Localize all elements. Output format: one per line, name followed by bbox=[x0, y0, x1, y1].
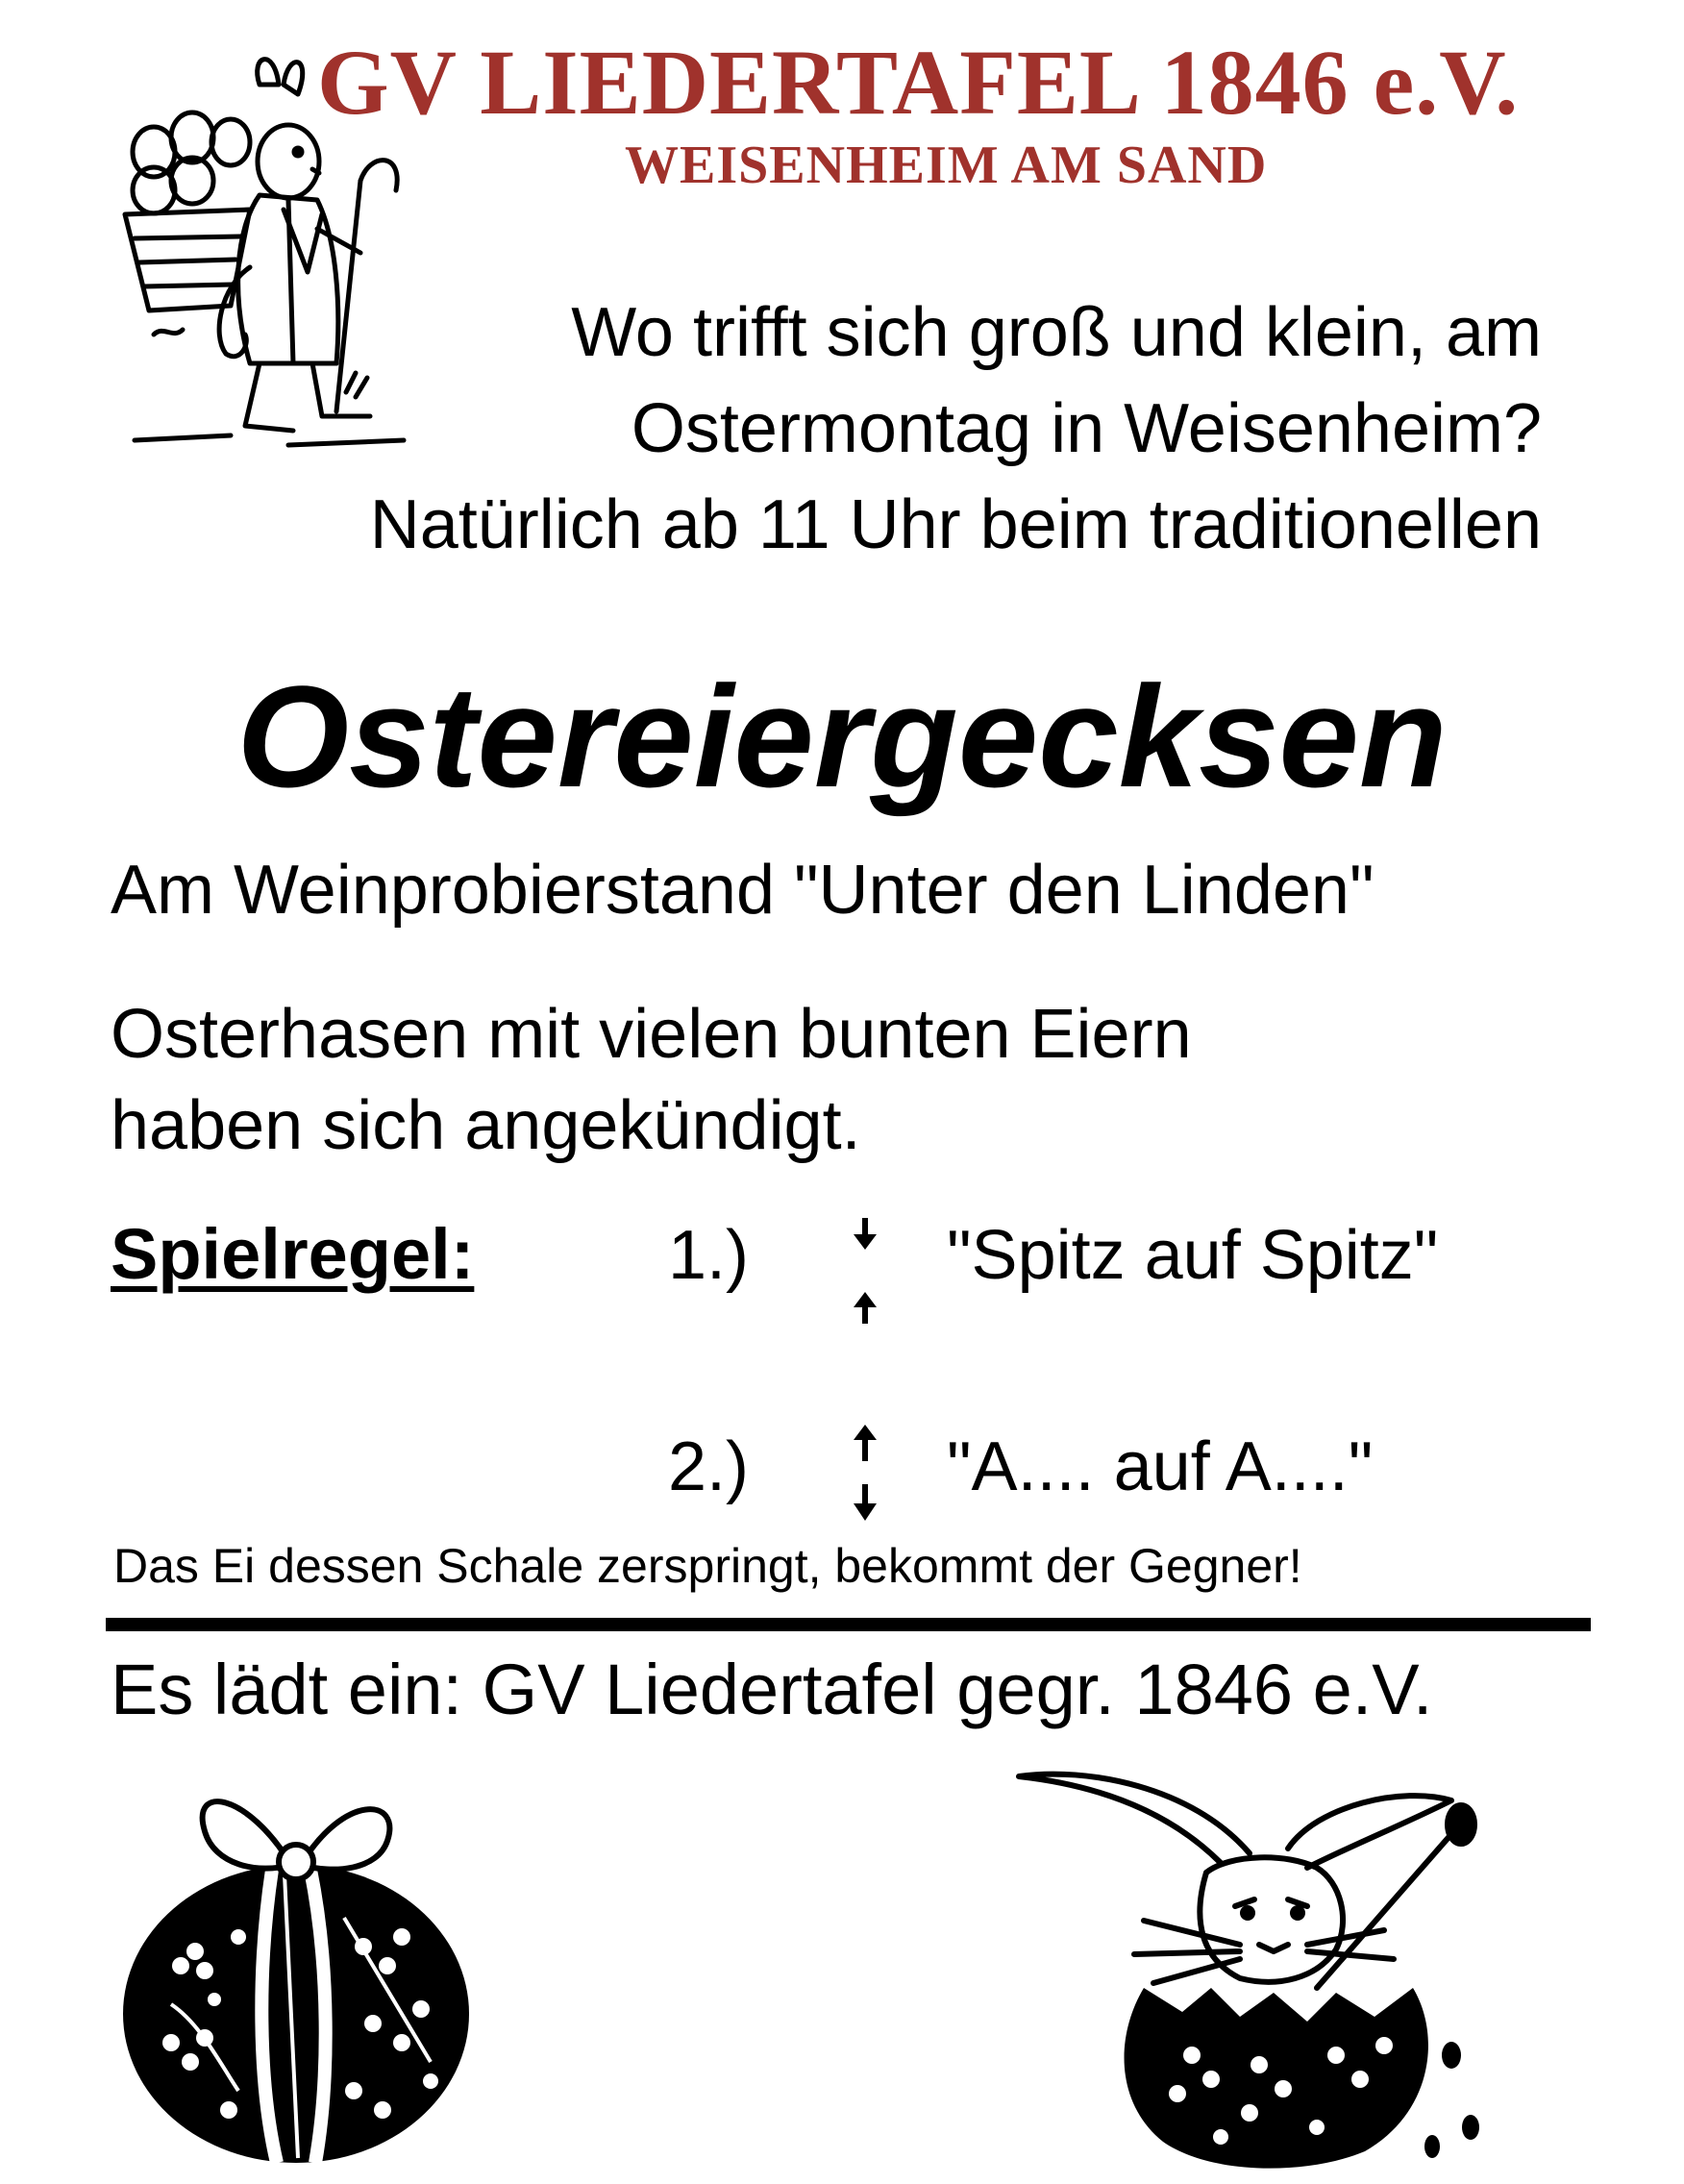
easter-bunny-with-basket-icon bbox=[115, 46, 423, 469]
rule-1-number: 1.) bbox=[668, 1217, 750, 1294]
rules-label: Spielregel: bbox=[111, 1214, 475, 1294]
intro-line-2: Ostermontag in Weisenheim? bbox=[631, 390, 1542, 467]
intro-line-1: Wo trifft sich groß und klein, am bbox=[571, 294, 1542, 371]
decorated-easter-egg-icon bbox=[113, 1774, 479, 2168]
divider bbox=[106, 1618, 1591, 1631]
invitation-footer: Es lädt ein: GV Liedertafel gegr. 1846 e.V. bbox=[111, 1650, 1433, 1729]
bunnies-line-2: haben sich angekündigt. bbox=[111, 1087, 861, 1164]
rule-1-text: "Spitz auf Spitz" bbox=[947, 1217, 1439, 1294]
tip-to-tip-arrows-icon bbox=[846, 1213, 884, 1328]
bunnies-line-1: Osterhasen mit vielen bunten Eiern bbox=[111, 996, 1192, 1073]
rule-2-number: 2.) bbox=[668, 1428, 750, 1505]
rule-2-text: "A.... auf A...." bbox=[947, 1428, 1374, 1505]
event-title: Ostereiergecksen bbox=[236, 656, 1448, 817]
rule-footnote: Das Ei dessen Schale zerspringt, bekommt der Gegner! bbox=[113, 1539, 1302, 1593]
organization-location: WEISENHEIM AM SAND bbox=[625, 136, 1268, 195]
location-text: Am Weinprobierstand "Unter den Linden" bbox=[111, 852, 1374, 929]
organization-name: GV LIEDERTAFEL 1846 e.V. bbox=[317, 31, 1520, 134]
intro-line-3: Natürlich ab 11 Uhr beim traditionellen bbox=[369, 486, 1542, 563]
end-to-end-arrows-icon bbox=[846, 1421, 884, 1526]
bunny-in-egg-icon bbox=[1000, 1748, 1538, 2171]
